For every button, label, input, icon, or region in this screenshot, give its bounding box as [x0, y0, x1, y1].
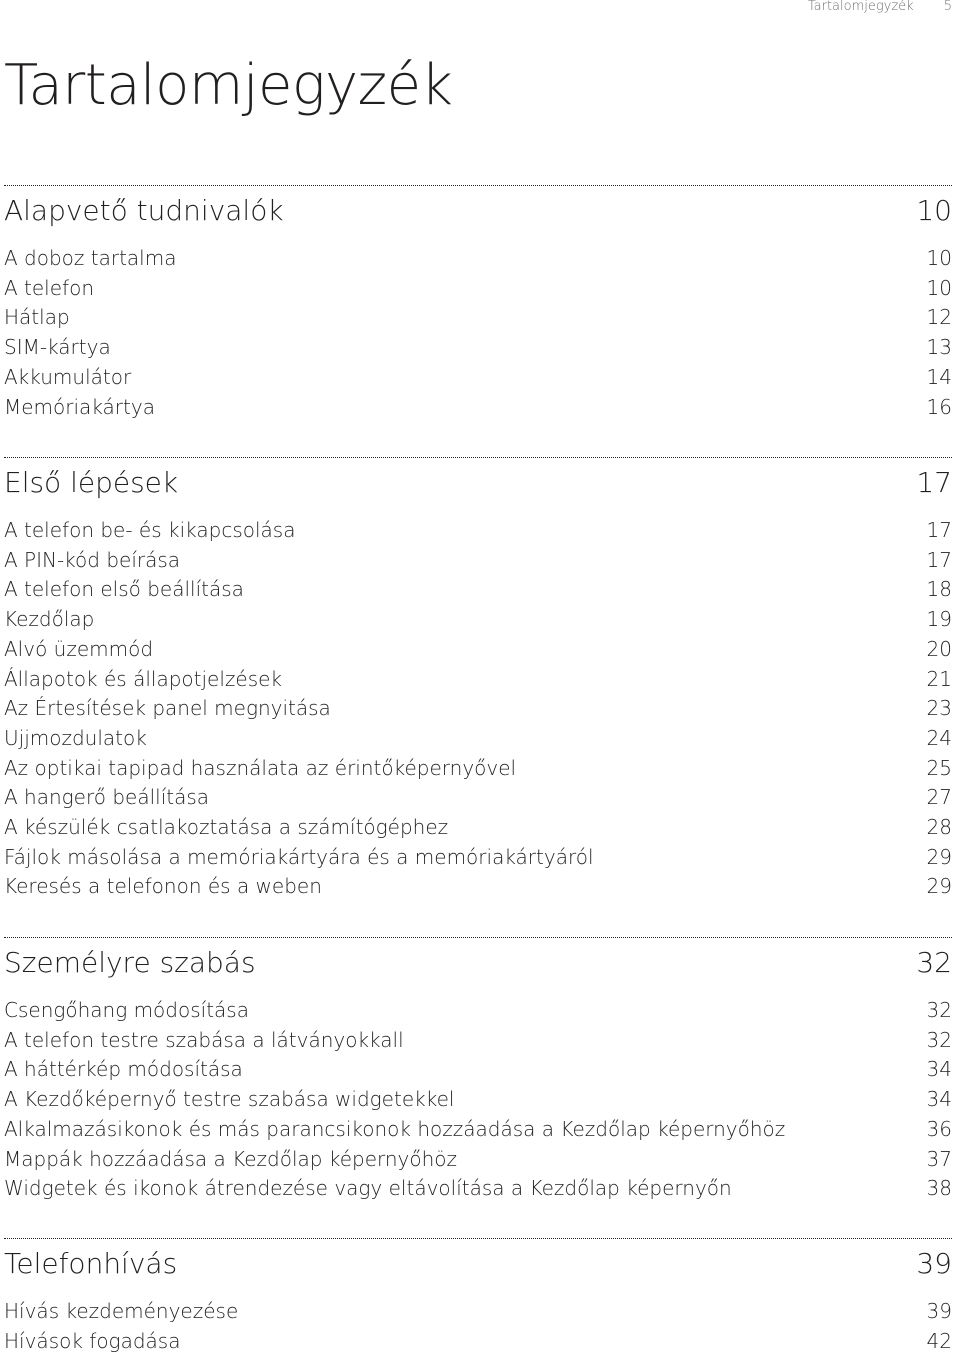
section-page-number: 32 [916, 946, 952, 979]
entry-label: A hangerő beállítása [4, 785, 210, 810]
running-header [808, 0, 952, 16]
section-page-number: 39 [916, 1247, 952, 1280]
entry-label: Akkumulátor [4, 364, 132, 389]
entry-label: Ujjmozdulatok [4, 725, 147, 750]
toc-entry[interactable] [4, 1174, 952, 1204]
entry-page-number: 36 [926, 1116, 952, 1141]
section-divider [4, 1238, 952, 1239]
toc-entry[interactable] [4, 546, 952, 576]
entry-page-number: 24 [926, 725, 952, 750]
entry-label: Hívás kezdeményezése [4, 1299, 239, 1323]
entry-label: A háttérkép módosítása [4, 1057, 243, 1082]
entry-label: A PIN-kód beírása [4, 547, 181, 572]
section-title: Első lépések [4, 466, 179, 499]
entry-label: Kezdőlap [4, 607, 95, 632]
section-heading[interactable] [4, 466, 952, 500]
toc-entry[interactable] [4, 274, 952, 304]
page-title: Tartalomjegyzék [4, 53, 453, 118]
entry-page-number: 32 [926, 998, 952, 1022]
entry-label: A doboz tartalma [4, 246, 177, 270]
entry-label: Csengőhang módosítása [4, 998, 249, 1022]
toc-entry[interactable] [4, 872, 952, 902]
entry-page-number: 38 [926, 1176, 952, 1201]
entry-page-number: 23 [926, 696, 952, 721]
entry-label: Állapotok és állapotjelzések [4, 666, 283, 691]
entry-page-number: 14 [926, 364, 952, 389]
toc-entry[interactable] [4, 694, 952, 724]
entry-label: Fájlok másolása a memóriakártyára és a memóriakártyáról [4, 844, 594, 869]
toc-entry[interactable] [4, 244, 952, 274]
entry-page-number: 17 [926, 547, 952, 572]
toc-entry[interactable] [4, 1085, 952, 1115]
entry-label: A telefon első beállítása [4, 577, 244, 602]
entry-page-number: 39 [926, 1299, 952, 1323]
entry-page-number: 21 [926, 666, 952, 691]
entry-page-number: 34 [926, 1057, 952, 1082]
entry-page-number: 32 [926, 1027, 952, 1052]
entry-label: Mappák hozzáadása a Kezdőlap képernyőhöz [4, 1146, 458, 1171]
section-title: Alapvető tudnivalók [4, 194, 284, 227]
running-header-title: Tartalomjegyzék [807, 0, 914, 14]
entry-label: Alvó üzemmód [4, 636, 154, 661]
toc-entry[interactable] [4, 724, 952, 754]
entry-page-number: 42 [926, 1328, 952, 1353]
toc-section-telefonhivas [4, 1238, 952, 1356]
section-title: Telefonhívás [4, 1247, 178, 1280]
entry-label: A Kezdőképernyő testre szabása widgetekkel [4, 1087, 455, 1112]
section-title: Személyre szabás [4, 946, 256, 979]
entry-label: A telefon testre szabása a látványokkall [4, 1027, 404, 1052]
entry-label: A készülék csatlakoztatása a számítógéphez [4, 815, 449, 840]
section-divider [4, 937, 952, 938]
entry-label: Hátlap [4, 305, 70, 330]
toc-entry[interactable] [4, 1055, 952, 1085]
toc-entry[interactable] [4, 754, 952, 784]
entry-page-number: 18 [926, 577, 952, 602]
toc-entry[interactable] [4, 1297, 952, 1327]
entry-label: A telefon be- és kikapcsolása [4, 518, 296, 542]
entry-page-number: 17 [926, 518, 952, 542]
entry-label: Az optikai tapipad használata az érintőképernyővel [4, 755, 517, 780]
toc-entry[interactable] [4, 1115, 952, 1145]
toc-entry[interactable] [4, 665, 952, 695]
entry-page-number: 34 [926, 1087, 952, 1112]
entry-label: Keresés a telefonon és a weben [4, 874, 322, 899]
entry-page-number: 10 [926, 275, 952, 300]
entry-page-number: 13 [926, 335, 952, 360]
toc-section-szemelyre-szabas [4, 937, 952, 1204]
entry-label: Memóriakártya [4, 394, 155, 419]
toc-entry[interactable] [4, 843, 952, 873]
entry-page-number: 28 [926, 815, 952, 840]
section-heading[interactable] [4, 946, 952, 980]
toc-entry[interactable] [4, 1145, 952, 1175]
entry-page-number: 12 [926, 305, 952, 330]
entry-page-number: 20 [926, 636, 952, 661]
section-page-number: 10 [916, 194, 952, 227]
toc-entry[interactable] [4, 303, 952, 333]
toc-entry[interactable] [4, 813, 952, 843]
entry-page-number: 16 [926, 394, 952, 419]
entry-page-number: 25 [926, 755, 952, 780]
toc-entry[interactable] [4, 516, 952, 546]
toc-entry[interactable] [4, 783, 952, 813]
toc-entry[interactable] [4, 996, 952, 1026]
section-divider [4, 457, 952, 458]
entry-label: Az Értesítések panel megnyitása [4, 696, 331, 721]
entry-page-number: 29 [926, 844, 952, 869]
entry-label: Hívások fogadása [4, 1328, 181, 1353]
section-heading[interactable] [4, 194, 952, 228]
entry-page-number: 37 [926, 1146, 952, 1171]
toc-entry[interactable] [4, 1327, 952, 1356]
entry-page-number: 10 [926, 246, 952, 270]
running-header-page-number: 5 [943, 0, 952, 14]
toc-section-elso-lepesek [4, 457, 952, 902]
toc-entry[interactable] [4, 333, 952, 363]
toc-entry[interactable] [4, 605, 952, 635]
entry-page-number: 29 [926, 874, 952, 899]
entry-page-number: 27 [926, 785, 952, 810]
toc-entry[interactable] [4, 575, 952, 605]
entry-label: A telefon [4, 275, 94, 300]
toc-entry[interactable] [4, 1026, 952, 1056]
entry-label: Widgetek és ikonok átrendezése vagy eltávolítása a Kezdőlap képernyőn [4, 1176, 732, 1201]
entry-label: SIM-kártya [4, 335, 111, 360]
toc-entry[interactable] [4, 393, 952, 423]
toc-entry[interactable] [4, 635, 952, 665]
section-divider [4, 185, 952, 186]
section-heading[interactable] [4, 1247, 952, 1281]
toc-entry[interactable] [4, 363, 952, 393]
section-page-number: 17 [916, 466, 952, 499]
entry-page-number: 19 [926, 607, 952, 632]
entry-label: Alkalmazásikonok és más parancsikonok hozzáadása a Kezdőlap képernyőhöz [4, 1116, 786, 1141]
toc-section-alapveto [4, 185, 952, 422]
